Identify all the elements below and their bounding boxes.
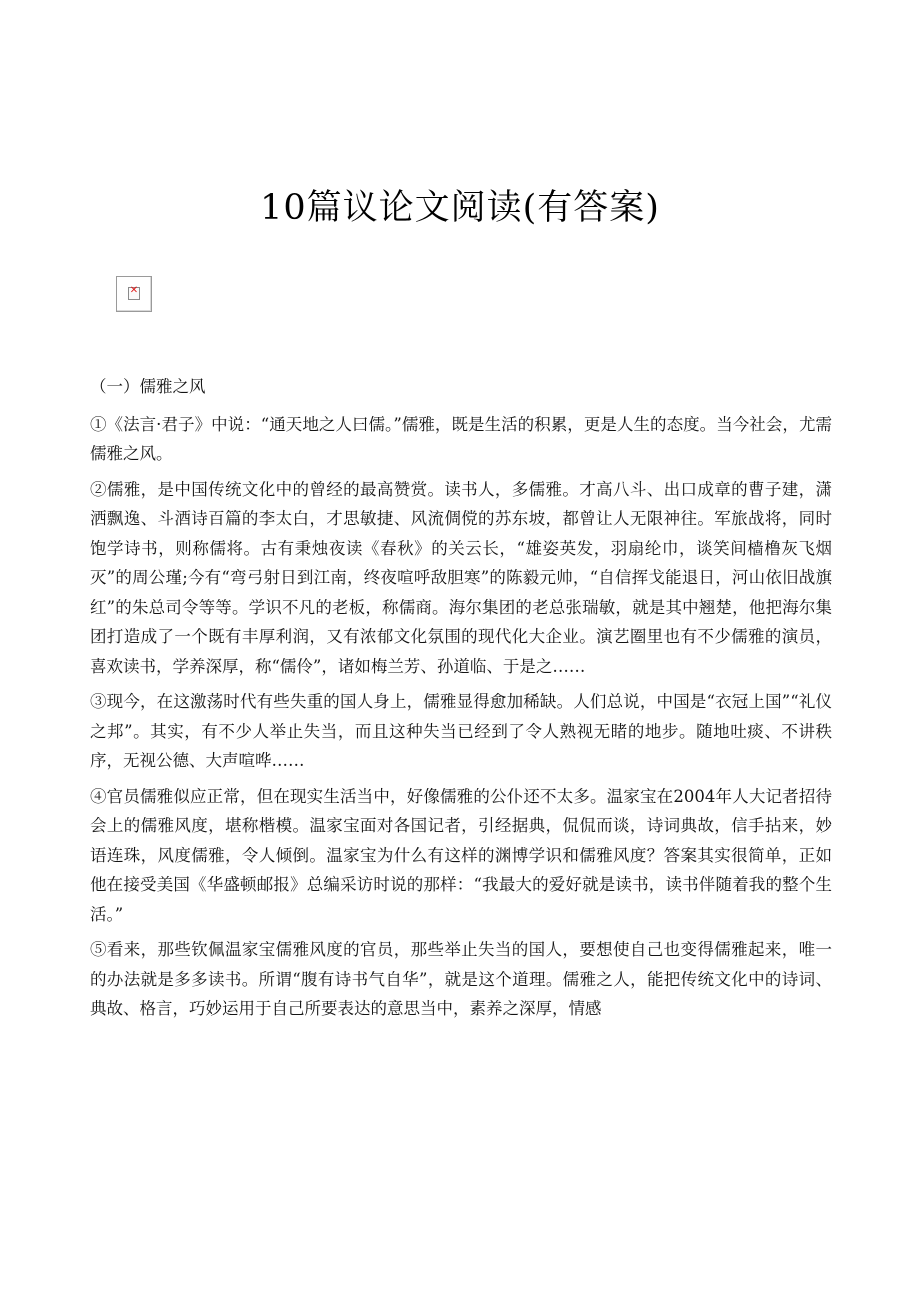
- broken-image-placeholder: [116, 276, 152, 312]
- paragraph-2: ②儒雅，是中国传统文化中的曾经的最高赞赏。读书人，多儒雅。才高八斗、出口成章的曹子建，潇洒飘逸、斗酒诗百篇的李太白，才思敏捷、风流倜傥的苏东坡，都曾让人无限神往。军旅战将，同时饱学诗书，则称儒将。古有秉烛夜读《春秋》的关云长，“雄姿英发，羽扇纶巾，谈笑间樯橹灰飞烟灭”的周公瑾;今有“弯弓射日到江南，终夜喧呼敌胆寒”的陈毅元帅，“自信挥戈能退日，河山依旧战旗红”的朱总司令等等。学识不凡的老板，称儒商。海尔集团的老总张瑞敏，就是其中翘楚，他把海尔集团打造成了一个既有丰厚利润，又有浓郁文化氛围的现代化大企业。演艺圈里也有不少儒雅的演员，喜欢读书，学养深厚，称“儒伶”，诸如梅兰芳、孙道临、于是之……: [90, 479, 832, 676]
- paragraph-3: ③现今，在这激荡时代有些失重的国人身上，儒雅显得愈加稀缺。人们总说，中国是“衣冠上国”“礼仪之邦”。其实，有不少人举止失当，而且这种失当已经到了令人熟视无睹的地步。随地吐痰、不讲秩序，无视公德、大声喧哗……: [90, 692, 832, 770]
- broken-image-icon: ✕: [128, 287, 140, 300]
- paragraph-4: ④官员儒雅似应正常，但在现实生活当中，好像儒雅的公仆还不太多。温家宝在2004年人大记者招待会上的儒雅风度，堪称楷模。温家宝面对各国记者，引经据典，侃侃而谈，诗词典故，信手拈来，妙语连珠，风度儒雅，令人倾倒。温家宝为什么有这样的渊博学识和儒雅风度？答案其实很简单，正如他在接受美国《华盛顿邮报》总编采访时说的那样：“我最大的爱好就是读书，读书伴随着我的整个生活。”: [90, 786, 832, 924]
- paragraph-5: ⑤看来，那些钦佩温家宝儒雅风度的官员，那些举止失当的国人，要想使自己也变得儒雅起来，唯一的办法就是多多读书。所谓“腹有诗书气自华”，就是这个道理。儒雅之人，能把传统文化中的诗词、典故、格言，巧妙运用于自己所要表达的意思当中，素养之深厚，情感: [90, 940, 832, 1018]
- document-title: 10篇议论文阅读(有答案): [260, 188, 660, 228]
- document-body: [90, 372, 832, 1030]
- paragraph-1: ①《法言·君子》中说：“通天地之人曰儒。”儒雅，既是生活的积累，更是人生的态度。当今社会，尤需儒雅之风。: [90, 414, 832, 463]
- section-heading: （一）儒雅之风: [90, 377, 206, 396]
